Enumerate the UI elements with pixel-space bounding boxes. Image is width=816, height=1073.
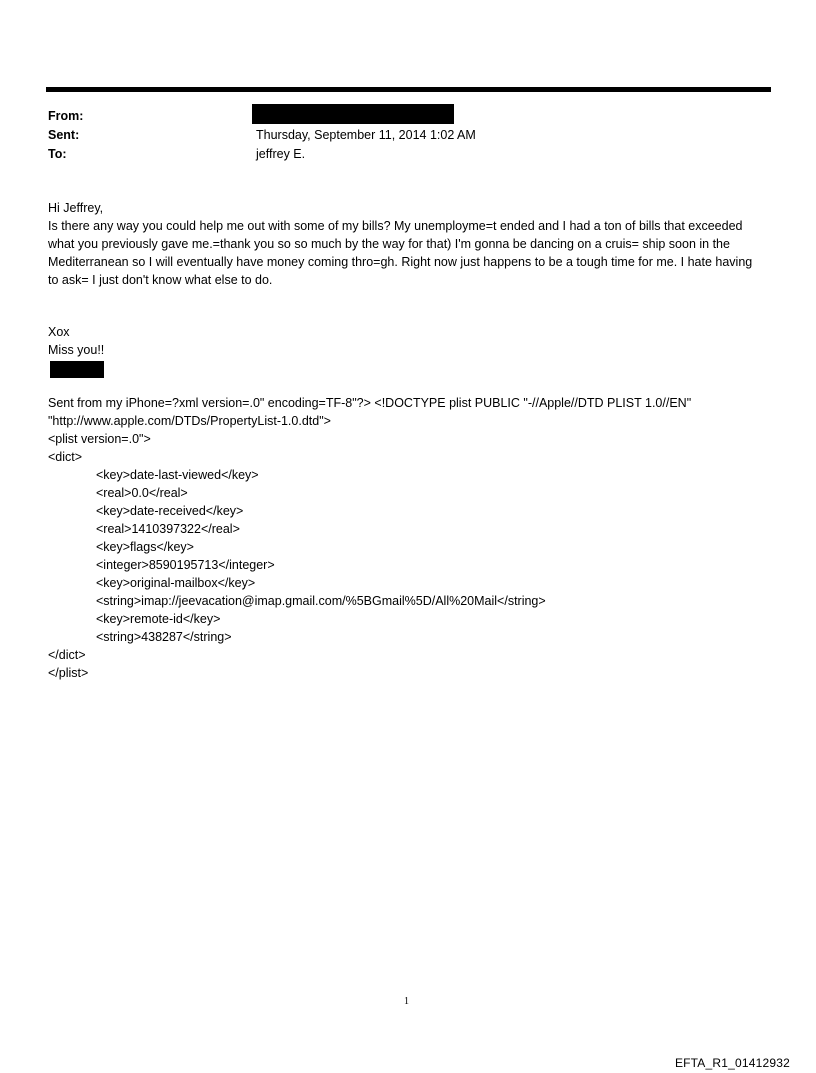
plist-entry: <key>date-received</key> (96, 504, 244, 518)
plist-entry: <integer>8590195713</integer> (96, 558, 275, 572)
plist-line: "http://www.apple.com/DTDs/PropertyList-1.0.dtd"> (48, 414, 331, 428)
signature-redaction (50, 361, 104, 378)
plist-entry: <key>remote-id</key> (96, 612, 221, 626)
plist-line: <plist version=.0"> (48, 432, 151, 446)
plist-entry: <real>0.0</real> (96, 486, 188, 500)
plist-entry: <string>imap://jeevacation@imap.gmail.com/%5BGmail%5D/All%20Mail</string> (96, 594, 546, 608)
to-value: jeffrey E. (256, 147, 306, 161)
plist-line: </plist> (48, 666, 89, 680)
from-row (48, 107, 768, 126)
plist-metadata (48, 394, 768, 682)
plist-entry: <key>original-mailbox</key> (96, 576, 256, 590)
header-divider (46, 87, 771, 92)
message-paragraph: Is there any way you could help me out with some of my bills? My unemployme=t ended and I had a ton of bills that exceeded what you previously gave me.=thank you so so much by the way for that) I'm gonna be dancing on a cruis= ship soon in the Mediterranean so I will eventually have money coming thro=gh. Right now just happens to be a tough time for me. I hate having to ask= I just don't know what else to do. (48, 219, 753, 287)
email-header (48, 107, 768, 164)
plist-entry: <real>1410397322</real> (96, 522, 240, 536)
sent-row (48, 126, 768, 145)
from-label: From: (48, 109, 84, 123)
plist-line: <dict> (48, 450, 83, 464)
to-row (48, 145, 768, 164)
signoff-line-2: Miss you!! (48, 343, 105, 357)
page-number: 1 (404, 996, 409, 1007)
message-body (48, 199, 763, 289)
plist-line: </dict> (48, 648, 86, 662)
sent-label: Sent: (48, 128, 80, 142)
document-id: EFTA_R1_01412932 (674, 1056, 790, 1070)
sent-value: Thursday, September 11, 2014 1:02 AM (256, 128, 476, 142)
message-greeting: Hi Jeffrey, (48, 201, 104, 215)
plist-entry: <string>438287</string> (96, 630, 232, 644)
plist-entry: <key>flags</key> (96, 540, 194, 554)
plist-line: Sent from my iPhone=?xml version=.0" encoding=TF-8"?> <!DOCTYPE plist PUBLIC "-//Apple//DTD PLIST 1.0//EN" (48, 396, 692, 410)
from-redaction (252, 104, 454, 124)
plist-entry: <key>date-last-viewed</key> (96, 468, 259, 482)
signoff-line-1: Xox (48, 325, 70, 339)
to-label: To: (48, 147, 67, 161)
message-signoff (48, 323, 104, 378)
